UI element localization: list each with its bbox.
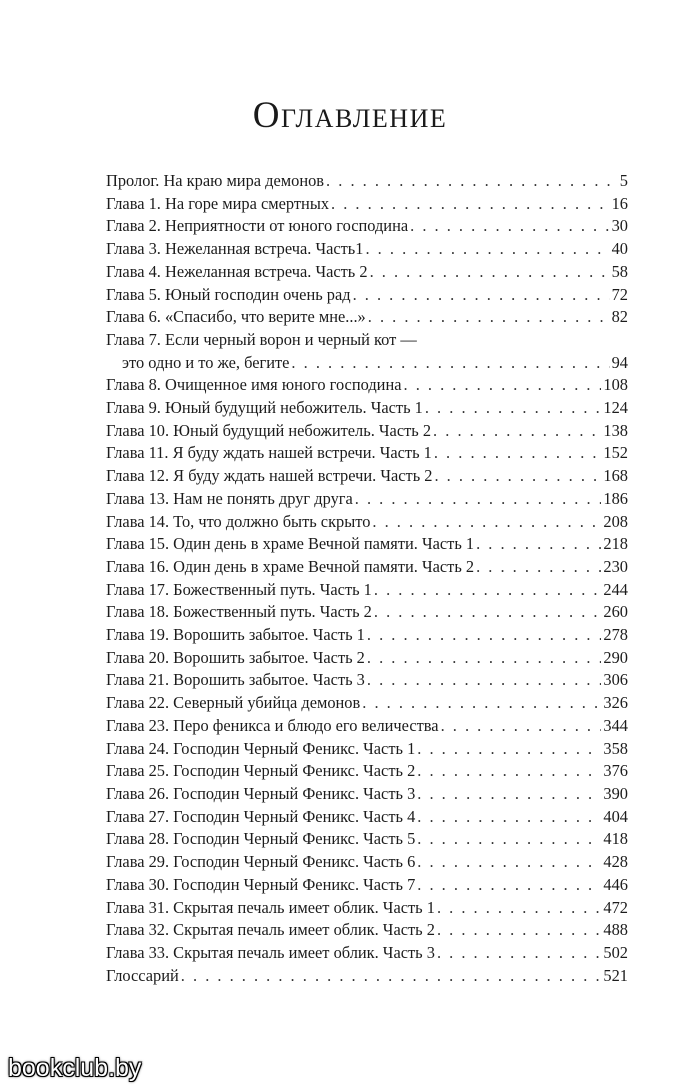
dot-leader — [476, 556, 601, 579]
toc-entry — [106, 465, 628, 488]
toc-entry — [106, 942, 628, 965]
dot-leader — [291, 352, 609, 375]
toc-entry — [106, 738, 628, 761]
toc-page-number: 428 — [603, 852, 628, 872]
dot-leader — [417, 828, 601, 851]
toc-entry — [106, 579, 628, 602]
toc-page-number: 108 — [603, 375, 628, 395]
toc-entry-label: Глава 14. То, что должно быть скрыто — [106, 511, 371, 531]
dot-leader — [368, 306, 610, 329]
toc-entry-label: Глава 31. Скрытая печаль имеет облик. Часть 1 — [106, 897, 435, 917]
toc-page-number: 446 — [603, 874, 628, 894]
toc-entry-label: Глава 23. Перо феникса и блюдо его величества — [106, 715, 439, 735]
toc-entry-label: Глава 25. Господин Черный Феникс. Часть 2 — [106, 761, 416, 781]
toc-entry-label: Глава 17. Божественный путь. Часть 1 — [106, 579, 372, 599]
toc-page-number: 82 — [611, 307, 628, 327]
toc-entry — [106, 556, 628, 579]
toc-page-number: 152 — [603, 443, 628, 463]
toc-page-number: 344 — [603, 715, 628, 735]
toc-entry — [106, 306, 628, 329]
toc-entry — [106, 965, 628, 988]
toc-page-number: 404 — [603, 806, 628, 826]
toc-entry — [106, 193, 628, 216]
toc-entry-label: Глава 26. Господин Черный Феникс. Часть 3 — [106, 783, 416, 803]
toc-page-number: 58 — [611, 261, 628, 281]
toc-entry — [106, 647, 628, 670]
toc-entry-label: Глава 8. Очищенное имя юного господина — [106, 375, 402, 395]
toc-page-number: 40 — [611, 239, 628, 259]
toc-page-number: 186 — [603, 488, 628, 508]
dot-leader — [370, 261, 610, 284]
toc-entry-label: Глава 18. Божественный путь. Часть 2 — [106, 602, 372, 622]
toc-entry-label: Глава 27. Господин Черный Феникс. Часть 4 — [106, 806, 416, 826]
toc-entry-label: Глава 22. Северный убийца демонов — [106, 693, 361, 713]
toc-entry — [106, 374, 628, 397]
toc-entry — [106, 624, 628, 647]
toc-entry — [106, 760, 628, 783]
dot-leader — [365, 238, 609, 261]
toc-entry — [106, 692, 628, 715]
dot-leader — [362, 692, 601, 715]
toc-entry-label: Глава 2. Неприятности от юного господина — [106, 216, 409, 236]
toc-page-number: 418 — [603, 829, 628, 849]
toc-entry — [106, 669, 628, 692]
page-title: Оглавление — [252, 95, 448, 136]
toc-entry-label: Глава 12. Я буду ждать нашей встречи. Часть 2 — [106, 466, 433, 486]
toc-entry — [106, 397, 628, 420]
dot-leader — [417, 874, 601, 897]
toc-page-number: 326 — [603, 693, 628, 713]
toc-entry-label: Пролог. На краю мира демонов — [106, 171, 325, 190]
toc-page-number: 306 — [603, 670, 628, 690]
toc-entry-label: Глава 6. «Спасибо, что верите мне...» — [106, 307, 366, 327]
toc-page-number: 124 — [603, 398, 628, 418]
toc-page-number: 278 — [603, 625, 628, 645]
toc-page-number: 30 — [611, 216, 628, 236]
toc-entry — [106, 284, 628, 307]
toc-entry-label: Глава 10. Юный будущий небожитель. Часть 2 — [106, 420, 432, 440]
toc-page-number: 94 — [611, 352, 628, 372]
dot-leader — [404, 374, 602, 397]
toc-entry — [106, 420, 628, 443]
toc-page-number: 390 — [603, 783, 628, 803]
toc-page-number: 138 — [603, 420, 628, 440]
dot-leader — [425, 397, 602, 420]
toc-entry-label: Глава 20. Ворошить забытое. Часть 2 — [106, 647, 365, 667]
toc-entry — [106, 488, 628, 511]
toc-entry-label: Глава 30. Господин Черный Феникс. Часть 7 — [106, 874, 416, 894]
toc-entry-label: Глава 24. Господин Черный Феникс. Часть 1 — [106, 738, 416, 758]
toc-entry-label: Глава 19. Ворошить забытое. Часть 1 — [106, 625, 365, 645]
toc-entry — [106, 261, 628, 284]
toc-entry — [106, 442, 628, 465]
toc-entry-label: Глава 33. Скрытая печаль имеет облик. Часть 3 — [106, 942, 435, 962]
toc-page-number: 358 — [603, 738, 628, 758]
dot-leader — [372, 511, 601, 534]
dot-leader — [367, 647, 602, 670]
toc-page-number: 16 — [611, 193, 628, 213]
toc-entry-label: Глава 32. Скрытая печаль имеет облик. Часть 2 — [106, 920, 435, 940]
toc-entry — [106, 352, 628, 375]
toc-page-number: 488 — [603, 920, 628, 940]
toc-entry — [106, 601, 628, 624]
toc-page-number: 260 — [603, 602, 628, 622]
dot-leader — [374, 601, 602, 624]
dot-leader — [433, 420, 601, 443]
toc-entry-label: Глава 13. Нам не понять друг друга — [106, 488, 353, 508]
dot-leader — [417, 760, 601, 783]
dot-leader — [353, 284, 610, 307]
toc-page-number: 290 — [603, 647, 628, 667]
toc-page-number: 218 — [603, 534, 628, 554]
toc-entry-label: Глава 9. Юный будущий небожитель. Часть 1 — [106, 398, 423, 418]
toc-entry-label: Глава 15. Один день в храме Вечной памяти. Часть 1 — [106, 534, 475, 554]
dot-leader — [437, 919, 601, 942]
dot-leader — [437, 942, 601, 965]
toc-entry — [106, 533, 628, 556]
dot-leader — [434, 442, 602, 465]
dot-leader — [476, 533, 601, 556]
toc-entry-label: Глава 16. Один день в храме Вечной памяти. Часть 2 — [106, 556, 475, 576]
dot-leader — [355, 488, 602, 511]
toc-page-number: 230 — [603, 556, 628, 576]
dot-leader — [417, 806, 601, 829]
toc-entry-label: Глава 11. Я буду ждать нашей встречи. Часть 1 — [106, 443, 432, 463]
toc-entry-label: Глава 1. На горе мира смертных — [106, 193, 330, 213]
dot-leader — [417, 783, 601, 806]
toc-entry-label: Глава 21. Ворошить забытое. Часть 3 — [106, 670, 365, 690]
dot-leader — [367, 669, 602, 692]
toc-page-number: 244 — [603, 579, 628, 599]
table-of-contents — [106, 170, 628, 987]
toc-page-number: 208 — [603, 511, 628, 531]
toc-page-number: 5 — [619, 171, 628, 190]
toc-entry — [106, 715, 628, 738]
toc-entry — [106, 215, 628, 238]
watermark: bookclub.by — [8, 1054, 142, 1082]
toc-page-number: 376 — [603, 761, 628, 781]
toc-entry — [106, 783, 628, 806]
toc-page-number: 502 — [603, 942, 628, 962]
toc-entry-label: Глоссарий — [106, 965, 179, 985]
toc-page-number: 521 — [603, 965, 628, 985]
toc-page-number: 72 — [611, 284, 628, 304]
toc-entry — [106, 897, 628, 920]
dot-leader — [331, 193, 610, 216]
toc-entry — [106, 828, 628, 851]
dot-leader — [417, 851, 601, 874]
toc-entry-label: Глава 4. Нежеланная встреча. Часть 2 — [106, 261, 368, 281]
toc-page-number: 472 — [603, 897, 628, 917]
toc-entry-label: Глава 7. Если черный ворон и черный кот — — [106, 329, 417, 349]
dot-leader — [367, 624, 602, 647]
toc-entry — [106, 874, 628, 897]
toc-page-number: 168 — [603, 466, 628, 486]
toc-entry — [106, 919, 628, 942]
toc-entry-label: Глава 5. Юный господин очень рад — [106, 284, 351, 304]
toc-entry-label: Глава 3. Нежеланная встреча. Часть1 — [106, 239, 364, 259]
dot-leader — [417, 738, 601, 761]
toc-entry — [106, 511, 628, 534]
dot-leader — [326, 170, 618, 193]
toc-entry — [106, 806, 628, 829]
dot-leader — [181, 965, 602, 988]
toc-entry — [106, 170, 628, 193]
toc-entry-continuation: это одно и то же, бегите — [122, 352, 290, 372]
toc-entry-label: Глава 29. Господин Черный Феникс. Часть 6 — [106, 852, 416, 872]
dot-leader — [410, 215, 609, 238]
toc-entry — [106, 851, 628, 874]
dot-leader — [441, 715, 602, 738]
dot-leader — [437, 897, 601, 920]
dot-leader — [434, 465, 601, 488]
dot-leader — [374, 579, 602, 602]
toc-entry — [106, 238, 628, 261]
toc-entry-label: Глава 28. Господин Черный Феникс. Часть 5 — [106, 829, 416, 849]
